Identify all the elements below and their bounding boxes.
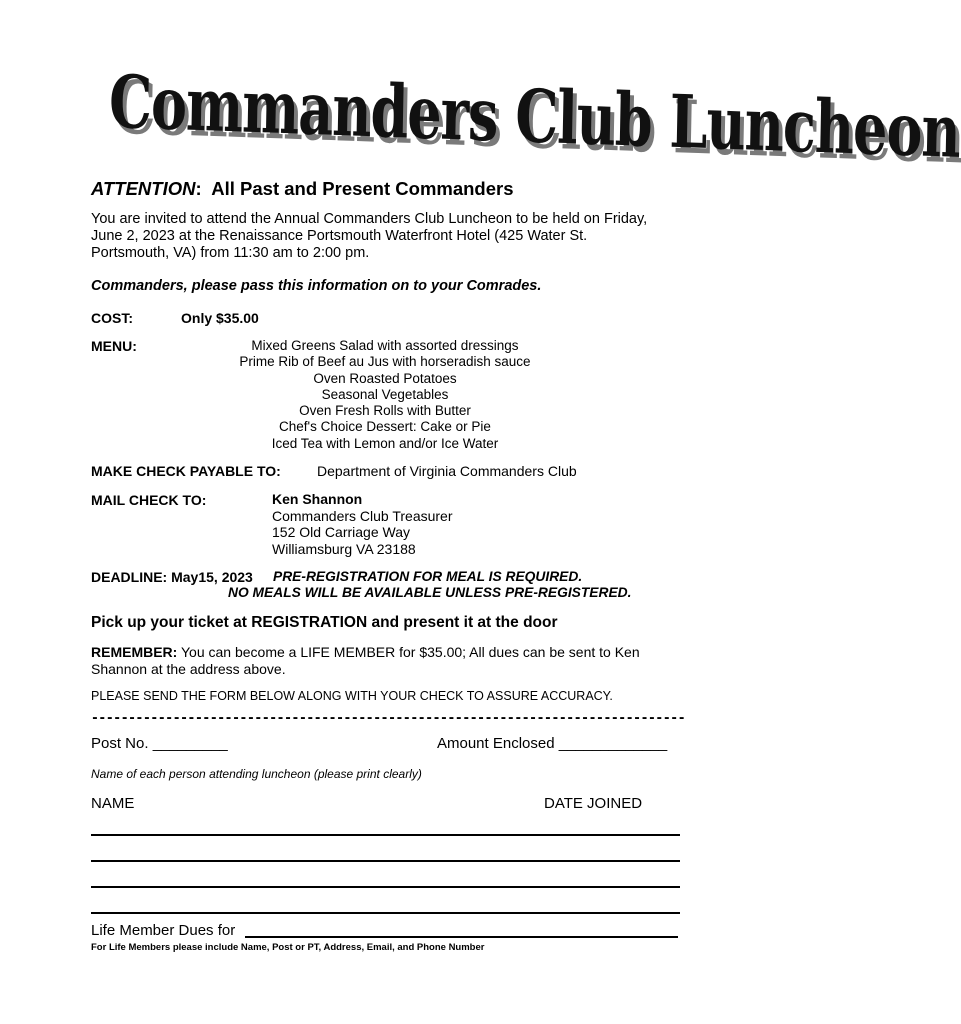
attention-heading: [91, 178, 514, 200]
mail-line: Commanders Club Treasurer: [272, 507, 453, 524]
intro-line: June 2, 2023 at the Renaissance Portsmouth Waterfront Hotel (425 Water St.: [91, 228, 588, 244]
menu-list: [200, 338, 570, 452]
attendee-line[interactable]: [91, 912, 680, 914]
intro-line: You are invited to attend the Annual Commanders Club Luncheon to be held on Friday,: [91, 211, 648, 227]
menu-item: Chef's Choice Dessert: Cake or Pie: [279, 419, 491, 435]
name-column-header: NAME: [91, 795, 135, 812]
remember-note: [91, 644, 651, 678]
mail-line: 152 Old Carriage Way: [272, 524, 410, 540]
name-instructions: Name of each person attending luncheon (please print clearly): [91, 767, 422, 781]
menu-item: Seasonal Vegetables: [321, 386, 449, 402]
deadline-label: DEADLINE: May15, 2023: [91, 569, 253, 585]
cut-line: --------------------------------------------------------------------------------: [91, 711, 686, 726]
attention-text: All Past and Present Commanders: [211, 178, 514, 199]
menu-item: Prime Rib of Beef au Jus with horseradish sauce: [239, 354, 531, 370]
pass-note: Commanders, please pass this information on to your Comrades.: [91, 278, 542, 294]
post-number-field[interactable]: Post No. _________: [91, 735, 228, 752]
mail-name: Ken Shannon: [272, 491, 363, 507]
please-send-note: PLEASE SEND THE FORM BELOW ALONG WITH YOUR CHECK TO ASSURE ACCURACY.: [91, 689, 613, 703]
attendee-line[interactable]: [91, 860, 680, 862]
mail-label: MAIL CHECK TO:: [91, 492, 207, 508]
mail-address: [272, 491, 453, 557]
menu-item: Iced Tea with Lemon and/or Ice Water: [271, 435, 499, 451]
menu-item: Oven Roasted Potatoes: [313, 370, 457, 386]
amount-enclosed-field[interactable]: Amount Enclosed _____________: [437, 735, 668, 752]
intro-paragraph: [91, 211, 681, 262]
attention-label: ATTENTION: [91, 178, 196, 199]
pickup-note: Pick up your ticket at REGISTRATION and present it at the door: [91, 614, 558, 631]
remember-label: REMEMBER:: [91, 644, 178, 660]
attendee-line[interactable]: [91, 886, 680, 888]
menu-item: Oven Fresh Rolls with Butter: [299, 403, 471, 419]
title-banner: [108, 58, 961, 175]
date-joined-column-header: DATE JOINED: [544, 795, 643, 812]
intro-line: Portsmouth, VA) from 11:30 am to 2:00 pm.: [91, 245, 370, 261]
cost-value: Only $35.00: [181, 310, 259, 326]
remember-line-2: Shannon at the address above.: [91, 661, 286, 677]
attendee-line[interactable]: [91, 834, 680, 836]
life-member-footnote: For Life Members please include Name, Post or PT, Address, Email, and Phone Number: [91, 942, 485, 953]
menu-item: Mixed Greens Salad with assorted dressings: [251, 338, 519, 353]
menu-label: MENU:: [91, 338, 137, 354]
deadline-line-1: PRE-REGISTRATION FOR MEAL IS REQUIRED.: [273, 569, 583, 584]
remember-line-1: You can become a LIFE MEMBER for $35.00; All dues can be sent to Ken: [180, 644, 640, 660]
page-title: Commanders Club Luncheon: [108, 58, 961, 175]
attention-colon: :: [195, 178, 202, 199]
payable-label: MAKE CHECK PAYABLE TO:: [91, 463, 281, 479]
life-member-dues-field[interactable]: [245, 936, 678, 938]
cost-label: COST:: [91, 310, 133, 326]
mail-line: Williamsburg VA 23188: [272, 540, 416, 557]
deadline-line-2: NO MEALS WILL BE AVAILABLE UNLESS PRE-REGISTERED.: [228, 585, 632, 600]
life-member-dues-label: Life Member Dues for: [91, 922, 236, 939]
payable-value: Department of Virginia Commanders Club: [317, 463, 577, 479]
